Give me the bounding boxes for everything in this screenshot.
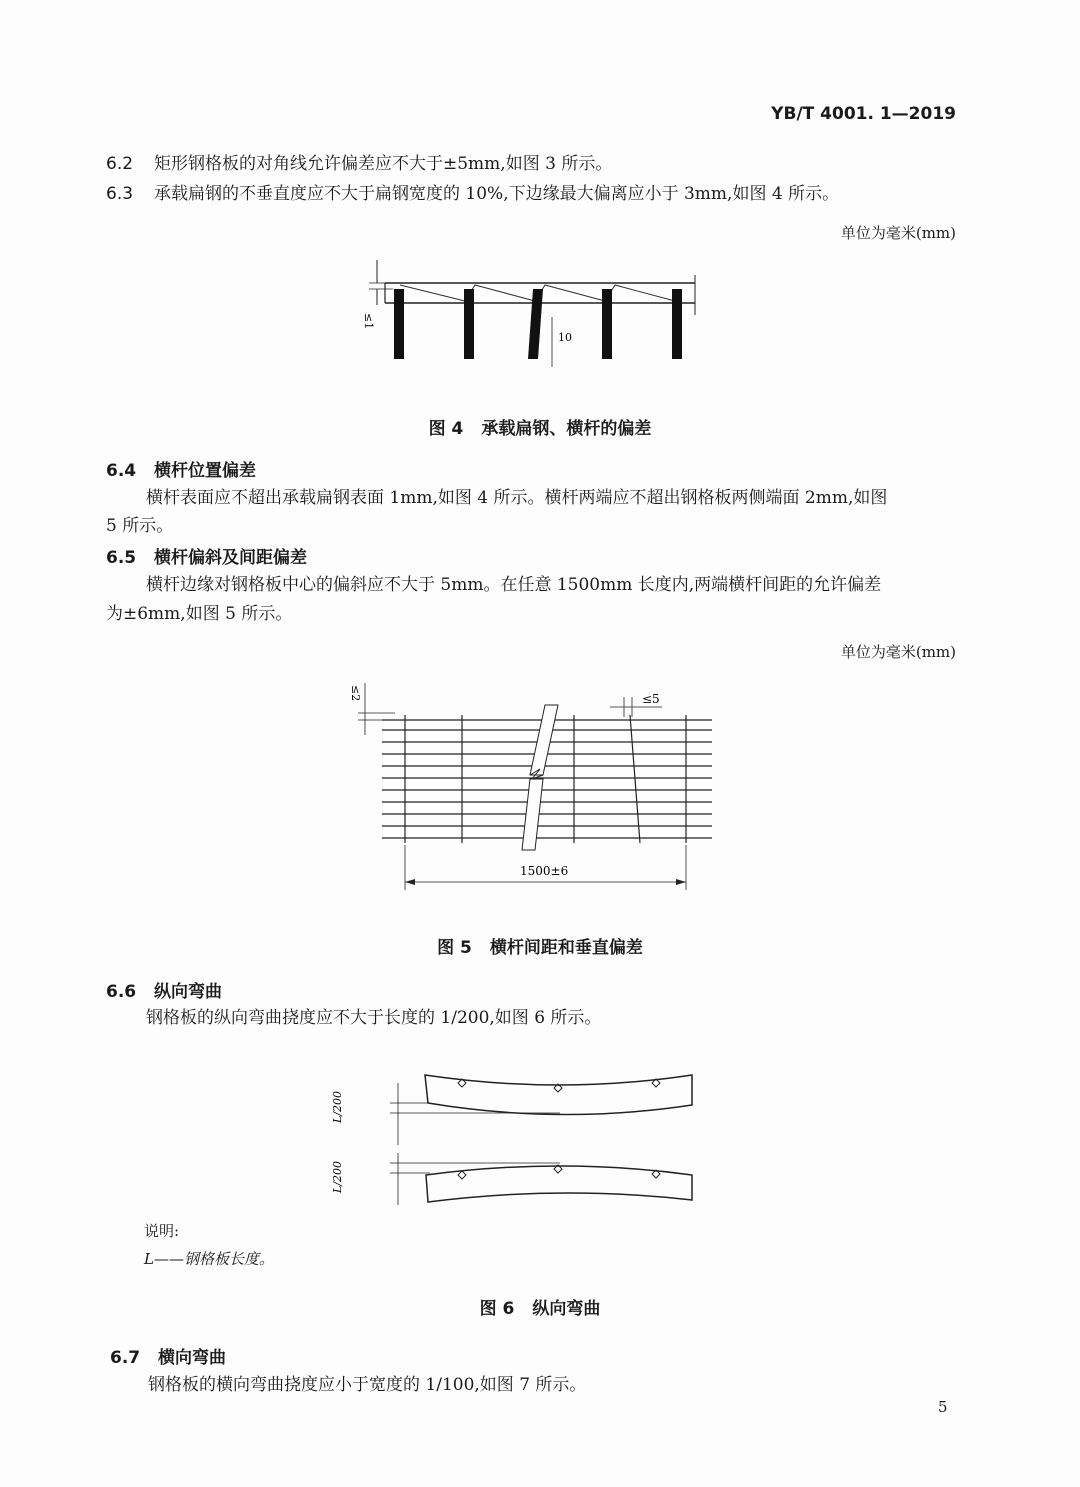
figure-4-caption [0, 414, 1080, 439]
clause-title: 横杆偏斜及间距偏差 [154, 548, 307, 568]
clause-number: 6.7 [110, 1348, 141, 1368]
clause-number: 6.5 [106, 548, 137, 568]
clause-6-6-body: 钢格板的纵向弯曲挠度应不大于长度的 1/200,如图 6 所示。 [146, 1008, 602, 1028]
fig4-tilt-label: 10 [558, 331, 572, 344]
clause-number: 6.4 [106, 461, 137, 481]
figure-number: 图 4 [428, 419, 464, 439]
clause-6-6-heading [106, 977, 222, 1002]
clause-6-4-heading [106, 456, 256, 481]
clause-title: 横杆位置偏差 [154, 461, 256, 481]
figure-6-drawing [331, 1065, 710, 1210]
clause-text: 矩形钢格板的对角线允许偏差应不大于±5mm,如图 3 所示。 [154, 154, 613, 174]
standard-number: YB/T 4001. 1—2019 [771, 104, 956, 124]
fig6-bottom-label: L/200 [331, 1160, 344, 1193]
legend-item: L——钢格板长度。 [144, 1250, 274, 1268]
figure-6-caption [0, 1294, 1080, 1319]
clause-6-4-body-line2: 5 所示。 [106, 516, 174, 536]
clause-title: 纵向弯曲 [154, 982, 222, 1002]
clause-6-4-body-line1: 横杆表面应不超出承载扁钢表面 1mm,如图 4 所示。横杆两端应不超出钢格板两侧端面 2mm,如图 [146, 488, 888, 508]
clause-6-2 [106, 150, 612, 178]
figure-number: 图 6 [479, 1299, 515, 1319]
clause-6-3 [106, 180, 839, 208]
clause-6-5-body-line1: 横杆边缘对钢格板中心的偏斜应不大于 5mm。在任意 1500mm 长度内,两端横杆间距的允许偏差 [146, 575, 882, 595]
clause-title: 横向弯曲 [158, 1348, 226, 1368]
unit-note: 单位为毫米(mm) [840, 224, 956, 242]
clause-6-5-body-line2: 为±6mm,如图 5 所示。 [106, 604, 293, 624]
unit-note-2: 单位为毫米(mm) [840, 643, 956, 661]
figure-title: 横杆间距和垂直偏差 [489, 938, 643, 958]
page-number: 5 [938, 1398, 948, 1416]
clause-number: 6.2 [106, 154, 134, 174]
figure-4-drawing [355, 255, 715, 380]
clause-number: 6.6 [106, 982, 137, 1002]
fig5-side-label: ≤2 [349, 685, 362, 702]
clause-6-7-body: 钢格板的横向弯曲挠度应小于宽度的 1/100,如图 7 所示。 [148, 1375, 587, 1395]
figure-number: 图 5 [437, 938, 472, 958]
clause-6-5-heading [106, 543, 307, 568]
fig4-top-label: ≤1 [362, 313, 375, 330]
clause-text: 承载扁钢的不垂直度应不大于扁钢宽度的 10%,下边缘最大偏离应小于 3mm,如图 4 所示。 [154, 184, 840, 204]
figure-5-caption [0, 933, 1080, 958]
fig5-dimension-label: 1500±6 [520, 864, 569, 878]
clause-number: 6.3 [106, 184, 134, 204]
clause-6-7-heading [110, 1343, 226, 1368]
fig6-top-label: L/200 [331, 1090, 344, 1123]
legend-title: 说明: [144, 1222, 180, 1240]
figure-title: 纵向弯曲 [532, 1299, 601, 1319]
figure-title: 承载扁钢、横杆的偏差 [481, 419, 652, 439]
figure-5-drawing [340, 675, 730, 895]
fig5-skew-label: ≤5 [642, 692, 660, 706]
